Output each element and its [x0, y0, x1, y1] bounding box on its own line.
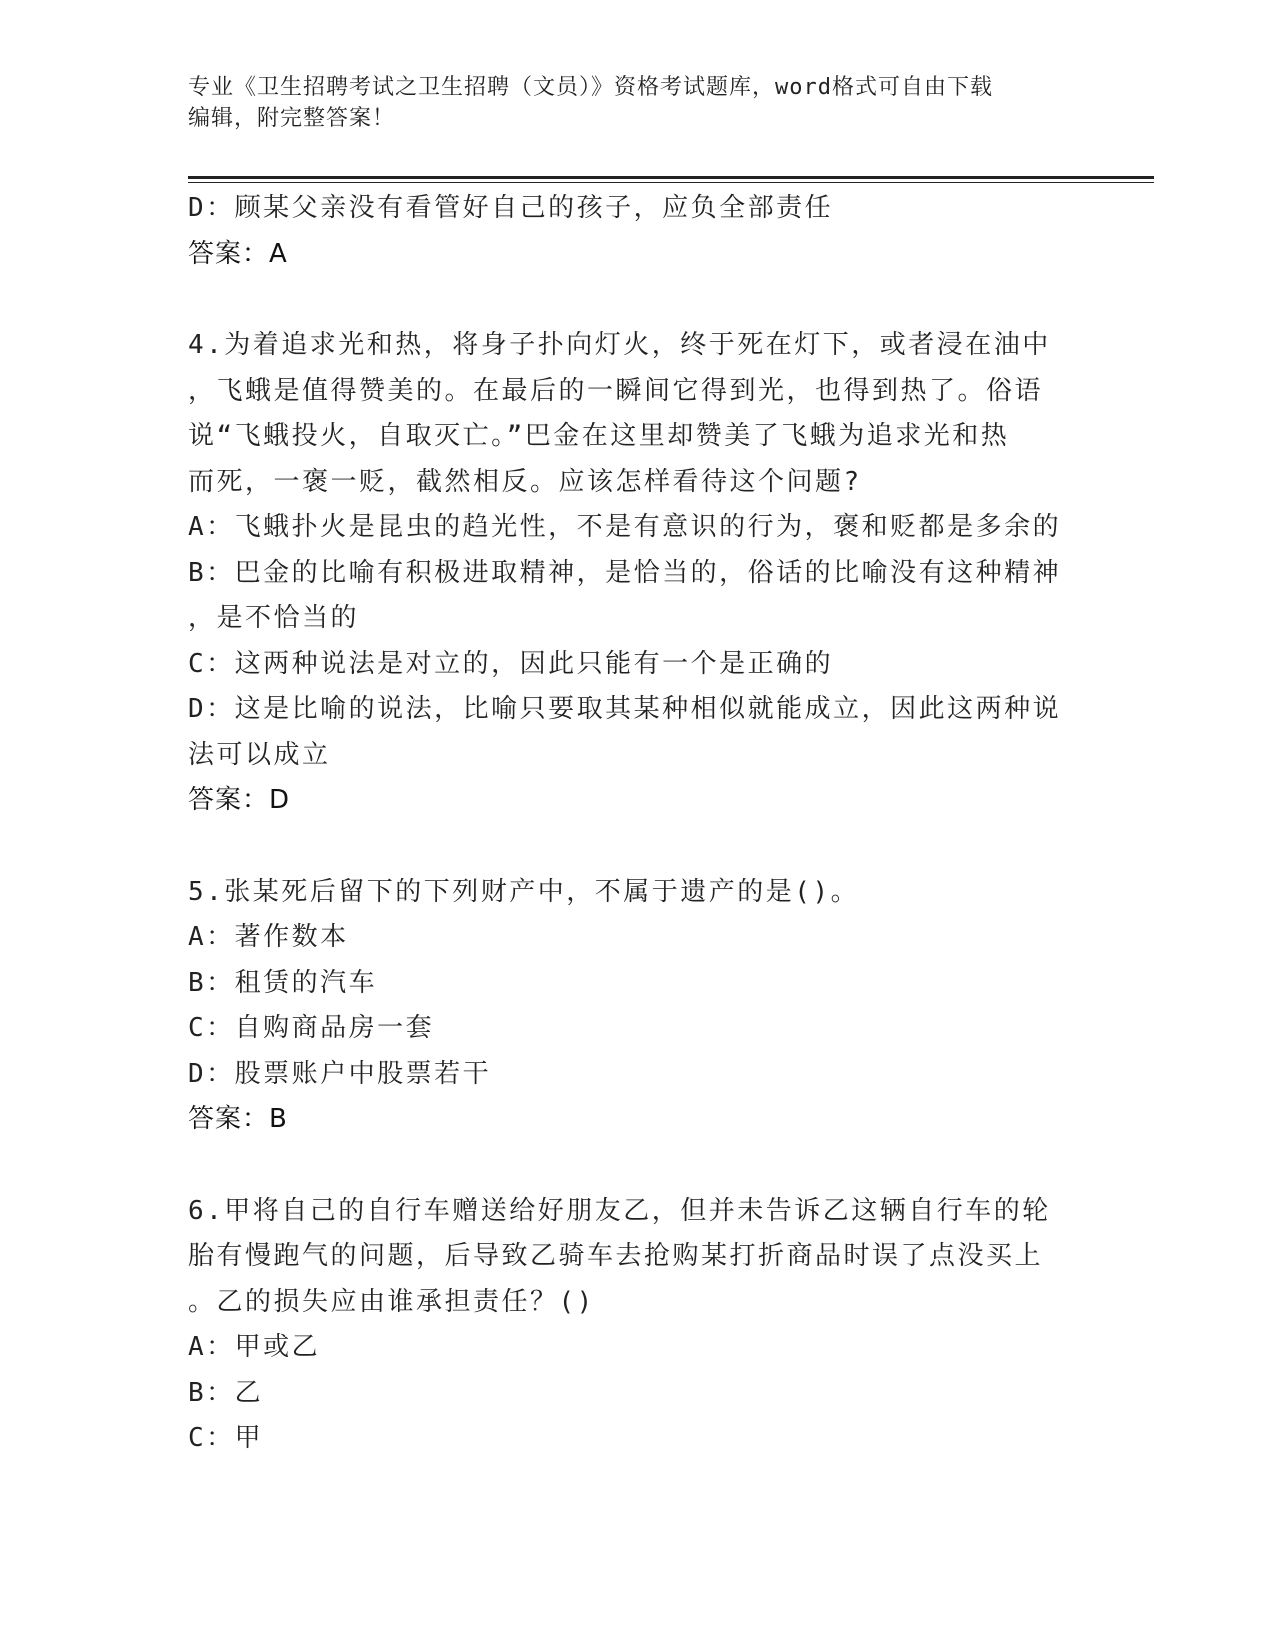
question-5 [188, 870, 1088, 1143]
q6-option-b: B：乙 [188, 1377, 264, 1408]
q4-option-a: A：飞蛾扑火是昆虫的趋光性，不是有意识的行为，褒和贬都是多余的 [188, 512, 1062, 542]
q4-option-b: B：巴金的比喻有积极进取精神，是恰当的，俗话的比喻没有这种精神 [188, 557, 1062, 588]
document-header [188, 72, 1068, 134]
q4-stem-line: 说“飞蛾投火，自取灭亡。”巴金在这里却赞美了飞蛾为追求光和热 [188, 421, 1010, 451]
question-6 [188, 1189, 1088, 1462]
q6-stem-line: 6.甲将自己的自行车赠送给好朋友乙，但并未告诉乙这辆自行车的轮 [188, 1195, 1051, 1226]
q4-answer: 答案：D [188, 785, 291, 815]
q5-option-b: B：租赁的汽车 [188, 967, 378, 998]
header-line-2: 编辑，附完整答案！ [188, 106, 396, 131]
q5-answer: 答案：B [188, 1104, 288, 1134]
question-spacer [188, 1143, 1088, 1189]
question-spacer [188, 824, 1088, 870]
q4-option-b-cont: ，是不恰当的 [188, 603, 360, 633]
q4-stem-line: 而死，一褒一贬，截然相反。应该怎样看待这个问题? [188, 466, 862, 497]
q3-option-d: D：顾某父亲没有看管好自己的孩子，应负全部责任 [188, 193, 834, 223]
q3-answer: 答案：A [188, 238, 288, 269]
q5-option-a: A：著作数本 [188, 922, 349, 952]
q4-option-d: D：这是比喻的说法，比喻只要取其某种相似就能成立，因此这两种说 [188, 694, 1062, 724]
header-line-1: 专业《卫生招聘考试之卫生招聘（文员）》资格考试题库，word格式可自由下载 [188, 75, 993, 100]
q6-stem-line: 胎有慢跑气的问题，后导致乙骑车去抢购某打折商品时误了点没买上 [188, 1241, 1044, 1271]
header-rule-thick [188, 176, 1154, 179]
question-content [188, 186, 1088, 1462]
q4-stem-line: ，飞蛾是值得赞美的。在最后的一瞬间它得到光，也得到热了。俗语 [188, 375, 1044, 406]
q4-option-c: C：这两种说法是对立的，因此只能有一个是正确的 [188, 648, 834, 679]
q4-stem-line: 4.为着追求光和热，将身子扑向灯火，终于死在灯下，或者浸在油中 [188, 330, 1051, 360]
header-rule-thin [188, 182, 1154, 183]
q5-option-c: C：自购商品房一套 [188, 1013, 435, 1043]
question-4 [188, 323, 1088, 824]
q6-stem-line: 。乙的损失应由谁承担责任？() [188, 1286, 595, 1317]
question-spacer [188, 277, 1088, 323]
q6-option-c: C：甲 [188, 1423, 264, 1453]
q5-option-d: D：股票账户中股票若干 [188, 1058, 492, 1089]
q4-option-d-cont: 法可以成立 [188, 739, 331, 770]
q6-option-a: A：甲或乙 [188, 1332, 321, 1362]
q5-stem-line: 5.张某死后留下的下列财产中，不属于遗产的是()。 [188, 876, 860, 907]
